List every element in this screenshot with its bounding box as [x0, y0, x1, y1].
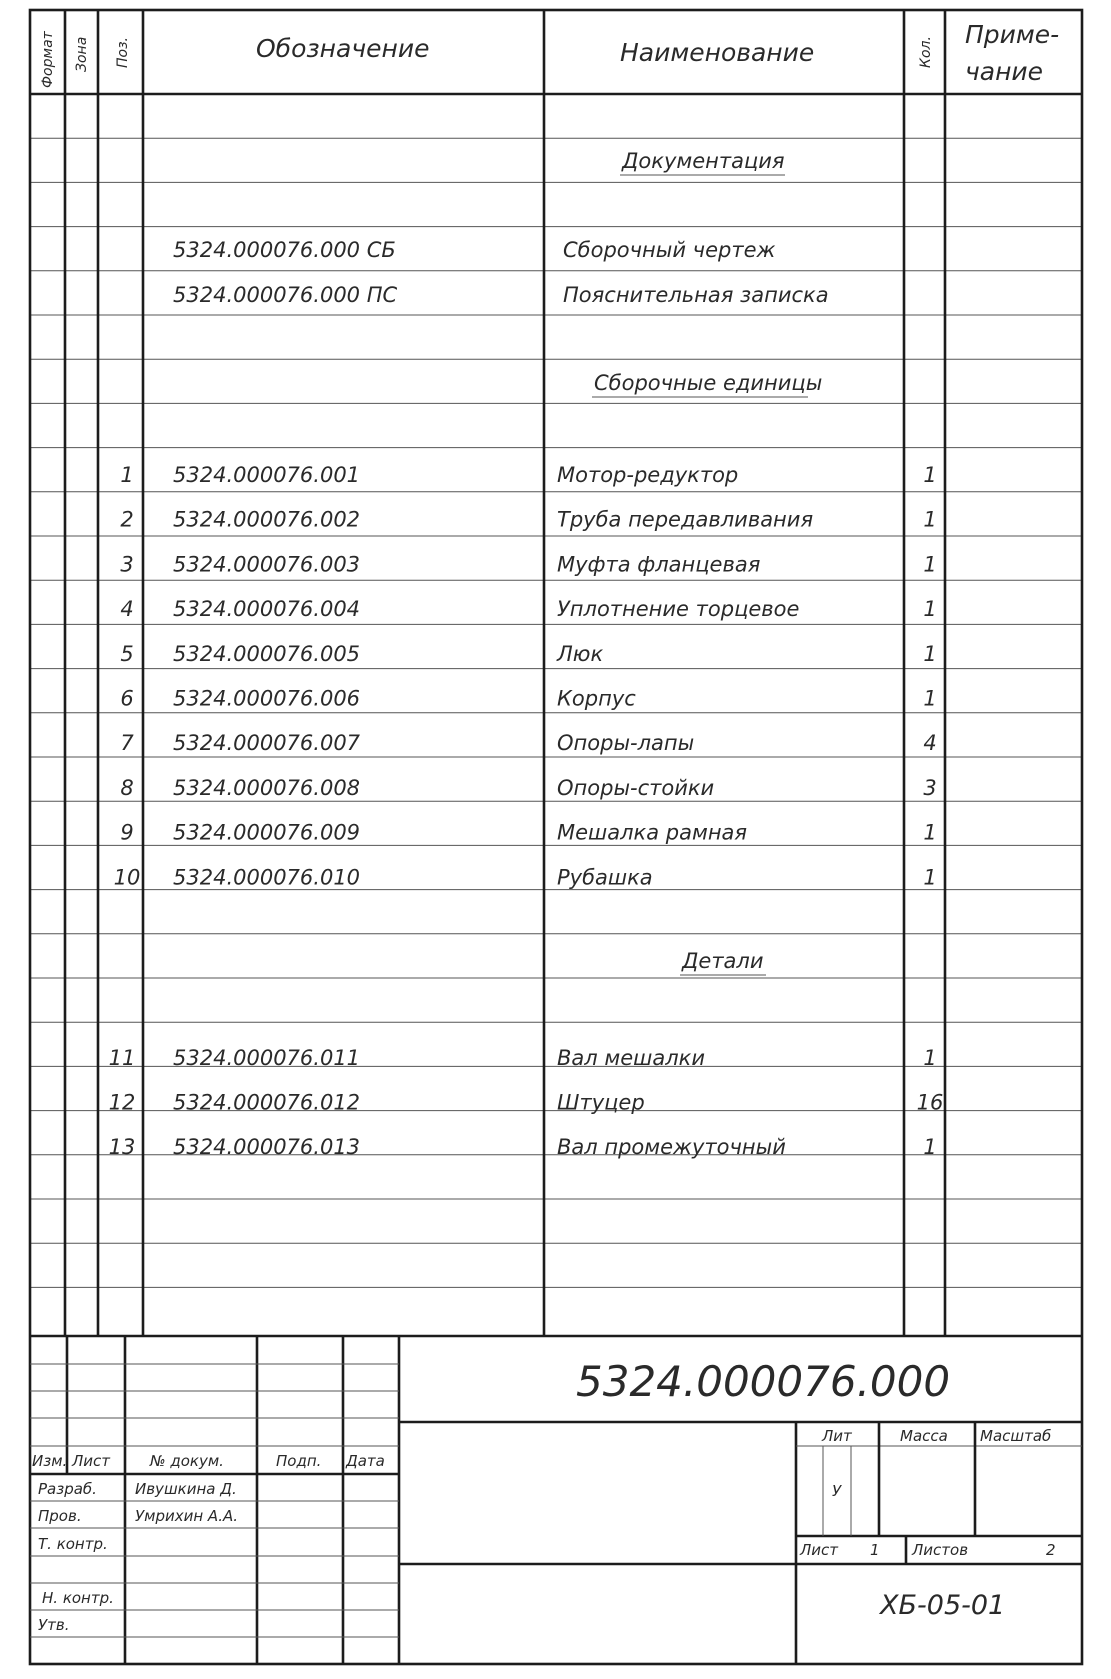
row-designation: 5324.000076.001	[173, 463, 361, 487]
title-designation: 5324.000076.000	[576, 1357, 951, 1406]
header-qty: Кол.	[918, 36, 934, 68]
row-name: Сборочный чертеж	[563, 238, 776, 262]
label-sign: Подп.	[276, 1452, 322, 1470]
table-row-lines	[30, 138, 1082, 1287]
table-header	[40, 20, 1059, 88]
label-scale: Масштаб	[980, 1427, 1052, 1445]
row-designation: 5324.000076.008	[173, 775, 361, 800]
label-izm: Изм.	[32, 1452, 68, 1470]
header-pos: Поз.	[115, 37, 131, 68]
lit-value: У	[832, 1482, 842, 1500]
row-pos: 1	[120, 463, 134, 487]
header-format: Формат	[40, 31, 56, 88]
row-qty: 1	[923, 641, 937, 666]
row-name: Опоры-лапы	[557, 731, 695, 756]
label-lit: Лит	[822, 1427, 852, 1445]
row-pos: 2	[120, 507, 134, 532]
row-name: Вал промежуточный	[557, 1135, 786, 1159]
header-zone: Зона	[74, 36, 90, 72]
row-designation: 5324.000076.013	[173, 1135, 361, 1159]
row-designation: 5324.000076.004	[173, 597, 361, 622]
header-note-line2: чание	[965, 57, 1044, 86]
title-block	[30, 1336, 1082, 1664]
row-pos: 13	[108, 1135, 136, 1159]
row-name: Пояснительная записка	[563, 283, 829, 307]
row-designation: 5324.000076.012	[173, 1090, 361, 1115]
label-utv: Утв.	[38, 1616, 70, 1634]
row-designation: 5324.000076.009	[173, 820, 361, 845]
label-sheet: Лист	[800, 1541, 839, 1559]
row-designation: 5324.000076.007	[173, 731, 361, 756]
label-mass: Масса	[900, 1427, 948, 1445]
row-name: Вал мешалки	[557, 1046, 705, 1070]
row-name: Опоры-стойки	[557, 775, 715, 800]
sheet-value: 1	[870, 1541, 880, 1559]
row-pos: 3	[120, 552, 134, 577]
row-pos: 8	[120, 775, 134, 800]
row-name: Штуцер	[557, 1090, 645, 1115]
row-pos: 10	[113, 865, 141, 890]
row-name: Труба передавливания	[557, 507, 814, 532]
row-name: Рубашка	[557, 865, 653, 890]
header-name: Наименование	[620, 38, 815, 67]
label-n-kontr: Н. контр.	[42, 1589, 114, 1607]
row-pos: 7	[120, 731, 134, 756]
label-prov: Пров.	[38, 1507, 82, 1525]
developer-name: Ивушкина Д.	[135, 1480, 237, 1498]
label-doc-no: № докум.	[150, 1452, 224, 1470]
row-designation: 5324.000076.011	[173, 1046, 361, 1070]
row-name: Муфта фланцевая	[557, 552, 761, 577]
checker-name: Умрихин А.А.	[135, 1507, 238, 1525]
label-list: Лист	[72, 1452, 111, 1470]
label-sheets: Листов	[912, 1541, 969, 1559]
row-qty: 1	[923, 686, 937, 711]
row-pos: 4	[120, 597, 134, 622]
row-designation: 5324.000076.002	[173, 507, 361, 532]
label-date: Дата	[346, 1452, 385, 1470]
row-pos: 11	[108, 1046, 136, 1070]
section-documentation: Документация	[622, 149, 785, 173]
row-qty: 1	[923, 1046, 937, 1070]
row-name: Уплотнение торцевое	[557, 597, 800, 622]
row-name: Корпус	[557, 686, 636, 711]
row-qty: 4	[923, 731, 937, 756]
label-t-kontr: Т. контр.	[38, 1535, 108, 1553]
sheets-value: 2	[1046, 1541, 1056, 1559]
row-pos: 5	[120, 641, 134, 666]
section-parts: Детали	[682, 949, 764, 973]
row-designation: 5324.000076.000 СБ	[173, 238, 396, 262]
row-qty: 3	[923, 775, 937, 800]
row-qty: 1	[923, 865, 937, 890]
row-designation: 5324.000076.006	[173, 686, 361, 711]
row-designation: 5324.000076.010	[173, 865, 361, 890]
row-name: Люк	[557, 641, 604, 666]
row-qty: 1	[923, 507, 937, 532]
row-qty: 1	[923, 1135, 937, 1159]
row-pos: 9	[120, 820, 134, 845]
row-designation: 5324.000076.003	[173, 552, 361, 577]
row-pos: 12	[108, 1090, 136, 1115]
section-assemblies: Сборочные единицы	[594, 371, 823, 395]
row-designation: 5324.000076.005	[173, 641, 361, 666]
row-name: Мешалка рамная	[557, 820, 748, 845]
row-pos: 6	[120, 686, 134, 711]
row-qty: 1	[923, 597, 937, 622]
header-note-line1: Приме-	[965, 20, 1060, 49]
row-designation: 5324.000076.000 ПС	[173, 283, 398, 307]
row-name: Мотор-редуктор	[557, 463, 739, 487]
row-qty: 1	[923, 463, 937, 487]
row-qty: 1	[923, 552, 937, 577]
label-razrab: Разраб.	[38, 1480, 97, 1498]
row-qty: 1	[923, 820, 937, 845]
row-qty: 16	[916, 1090, 944, 1115]
header-designation: Обозначение	[256, 34, 430, 63]
group-code: ХБ-05-01	[880, 1590, 1006, 1621]
